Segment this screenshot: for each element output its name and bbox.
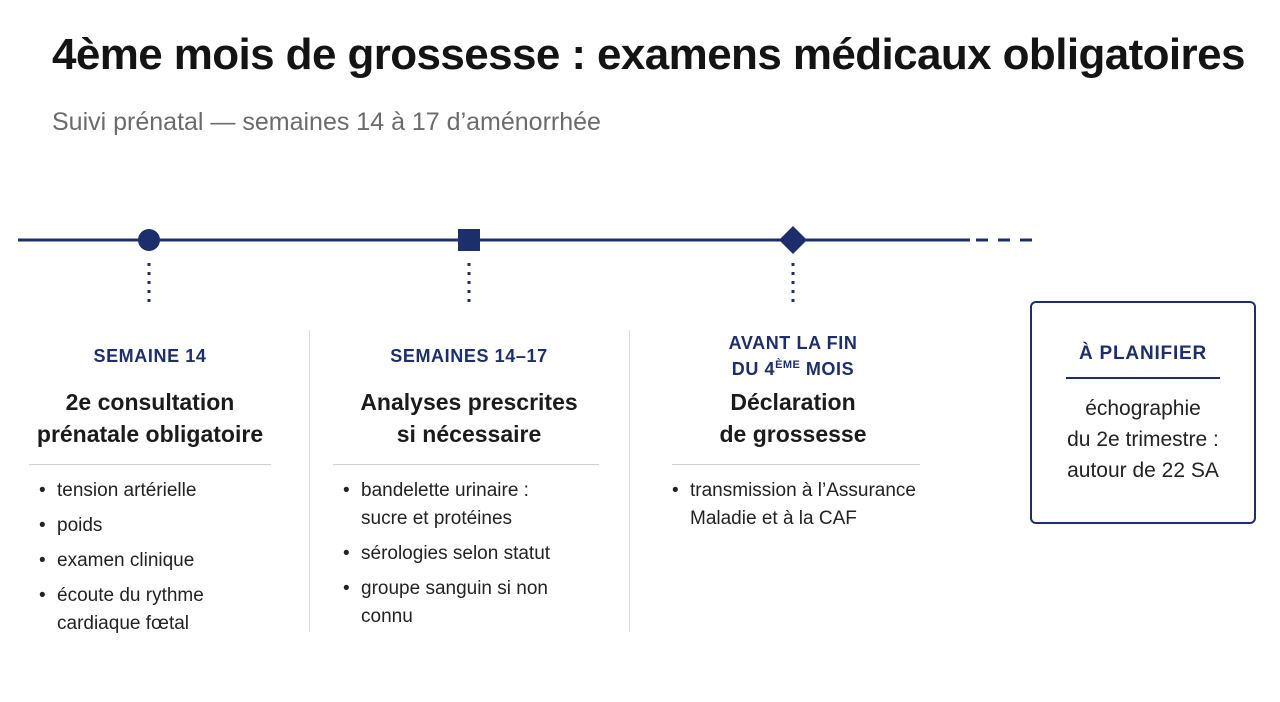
column-rule <box>29 464 271 465</box>
list-item: • sérologies selon statut <box>333 540 605 568</box>
column-label: SEMAINE 14 <box>93 346 207 366</box>
list-item: • poids <box>29 512 271 540</box>
page-subtitle: Suivi prénatal — semaines 14 à 17 d’aménorrhée <box>52 108 601 136</box>
column-label: AVANT LA FIN DU 4ÈME MOIS <box>728 333 858 379</box>
marker-circle-icon <box>138 229 160 251</box>
exam-list <box>662 477 924 533</box>
list-item: • tension artérielle <box>29 477 271 505</box>
list-item: • transmission à l’Assurance Maladie et à la CAF <box>662 477 924 533</box>
plan-box <box>1030 301 1256 524</box>
plan-label: À PLANIFIER <box>1078 343 1208 364</box>
list-item: • examen clinique <box>29 547 271 575</box>
marker-square-icon <box>458 229 480 251</box>
column-heading: 2e consultation prénatale obligatoire <box>36 389 264 447</box>
column-divider <box>629 330 630 632</box>
column-divider <box>309 330 310 632</box>
exam-list <box>333 477 605 631</box>
page-title: 4ème mois de grossesse : examens médicaux obligatoires <box>52 30 1245 79</box>
list-item: • écoute du rythme cardiaque fœtal <box>29 582 271 638</box>
exam-list <box>29 477 271 638</box>
column-before-end-of-month-4 <box>662 330 924 540</box>
list-item: • groupe sanguin si non connu <box>333 575 605 631</box>
column-rule <box>333 464 599 465</box>
column-heading: Déclaration de grossesse <box>719 389 867 447</box>
marker-diamond-icon <box>779 226 807 254</box>
column-rule <box>672 464 920 465</box>
column-label: SEMAINES 14–17 <box>390 346 548 366</box>
column-weeks-14-17 <box>333 330 605 638</box>
timeline <box>0 215 1280 315</box>
list-item: • bandelette urinaire : sucre et protéines <box>333 477 605 533</box>
plan-rule <box>1066 377 1220 379</box>
column-heading: Analyses prescrites si nécessaire <box>360 389 578 447</box>
column-week-14 <box>29 330 271 645</box>
plan-text: échographie du 2e trimestre : autour de 22 SA <box>1067 397 1219 482</box>
